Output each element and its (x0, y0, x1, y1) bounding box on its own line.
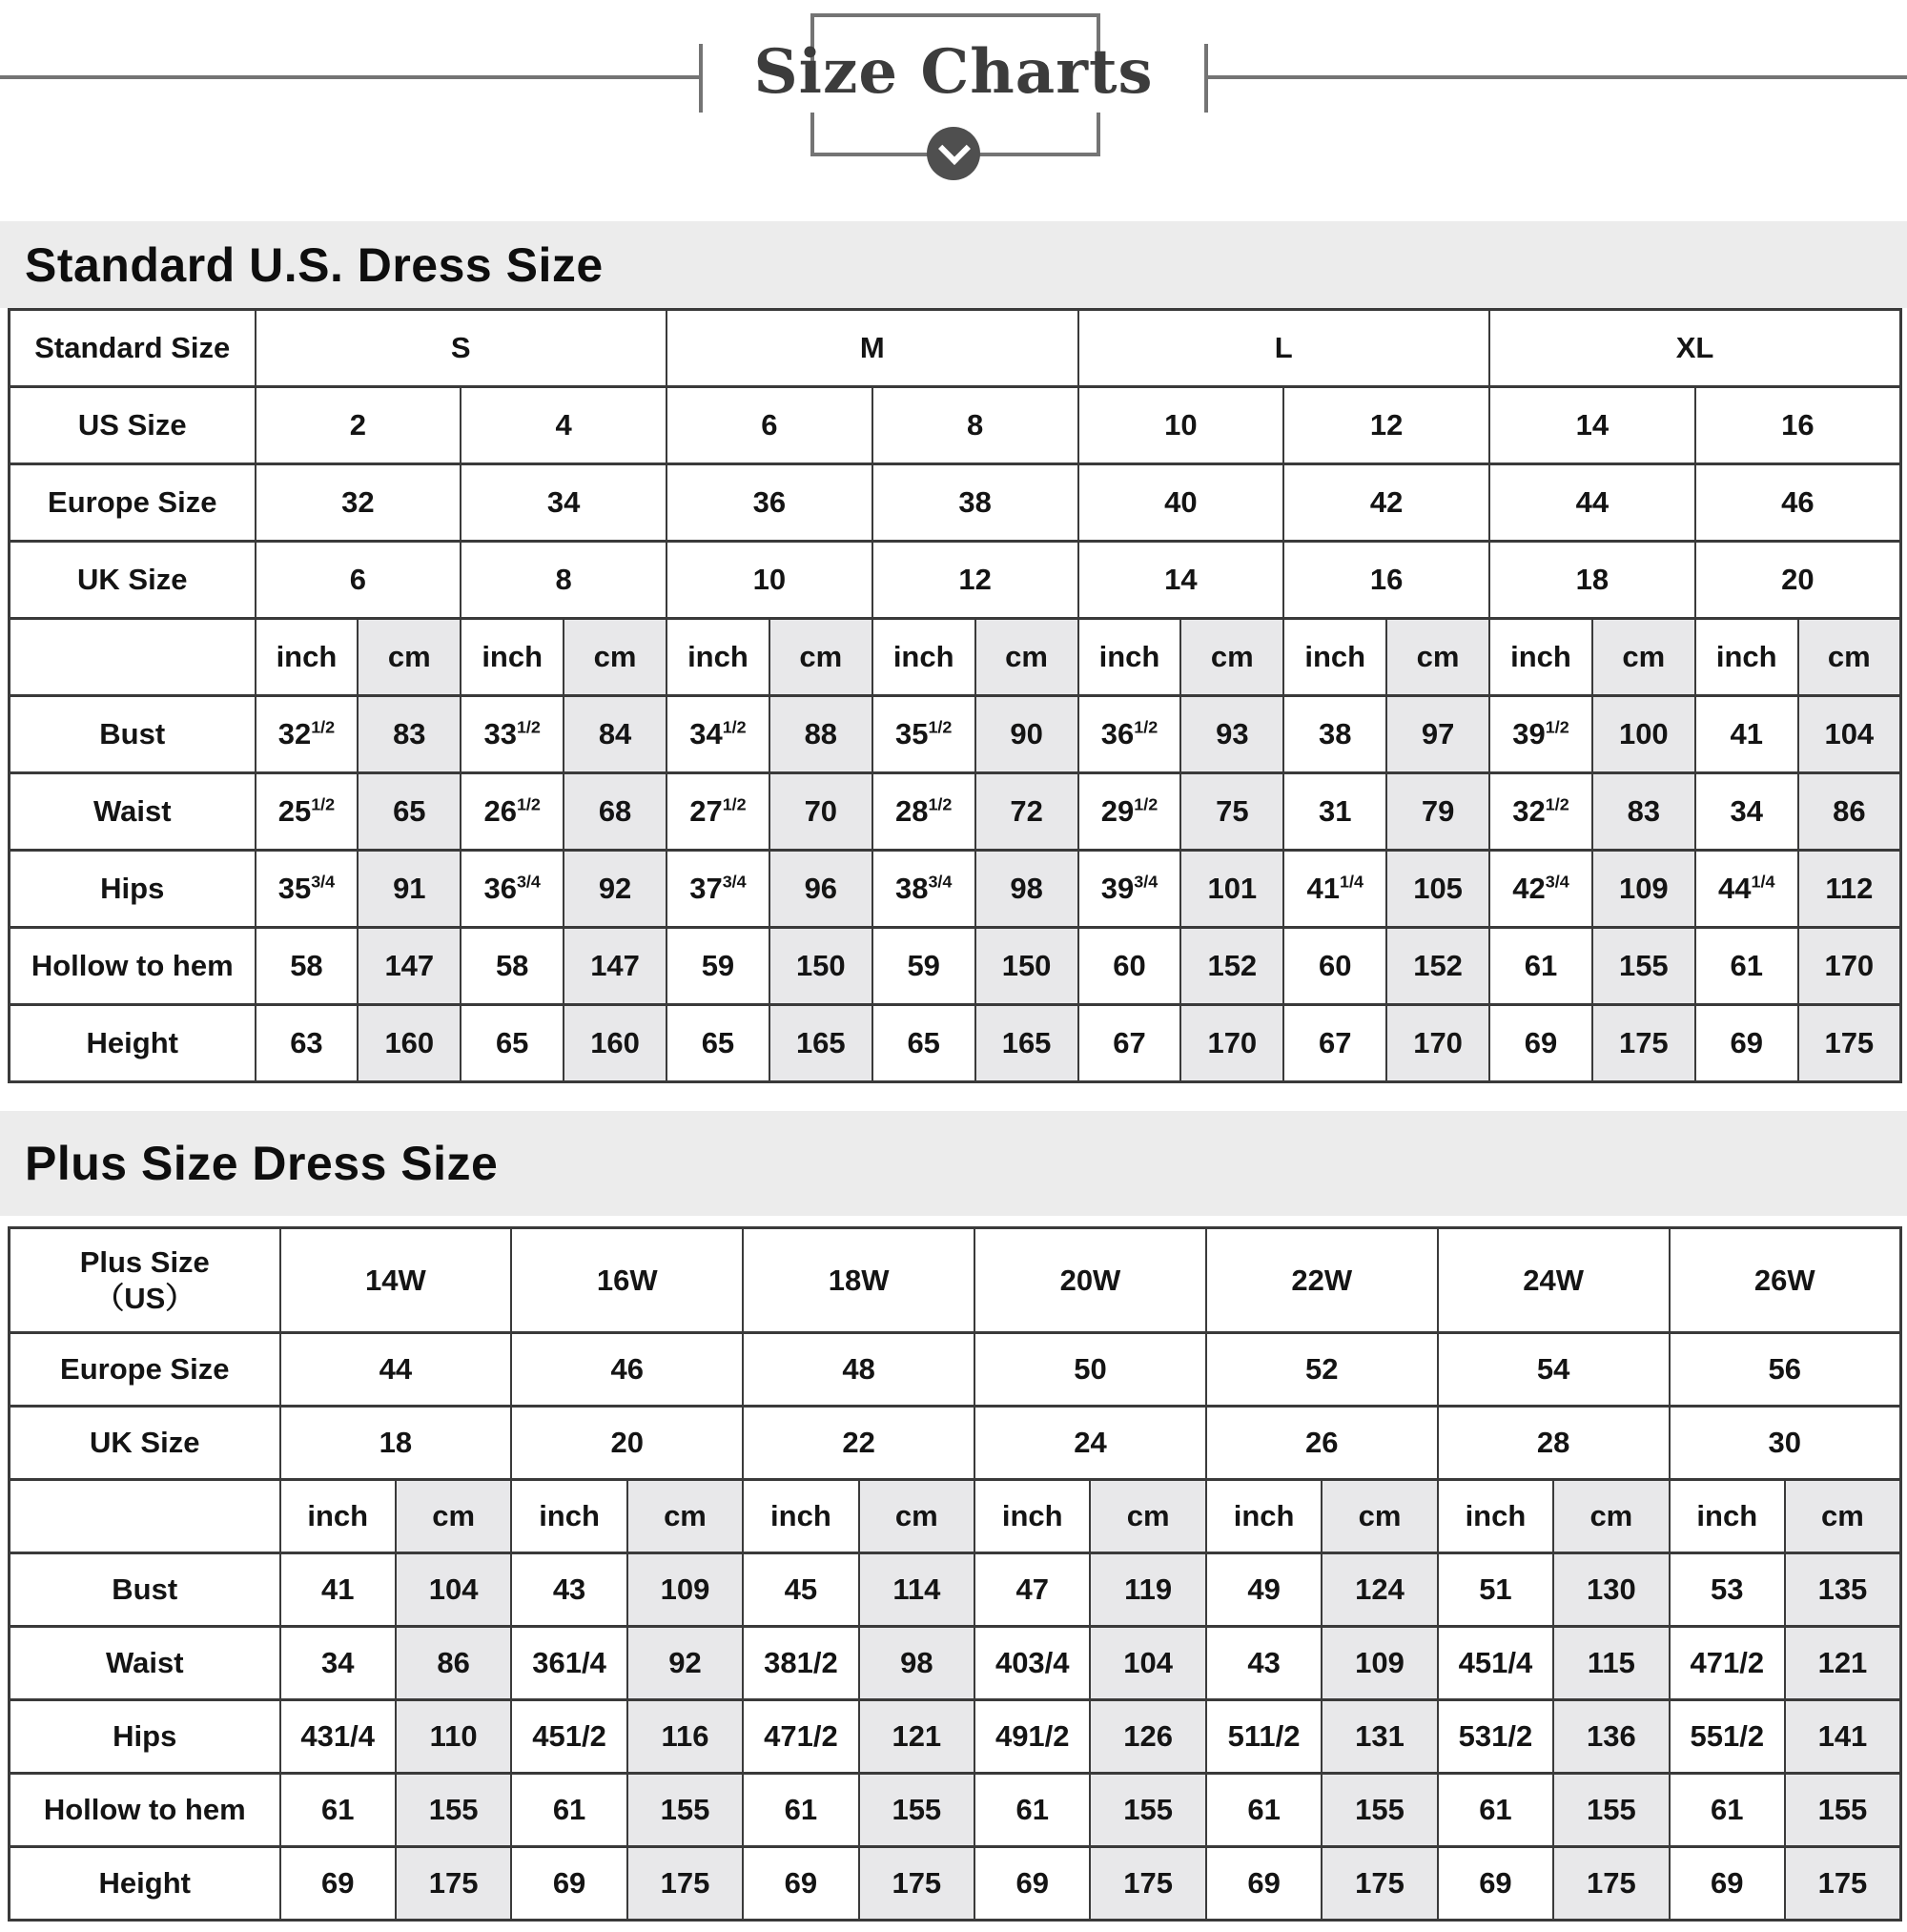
header-row (10, 310, 1901, 387)
data-cell: 60 (1078, 928, 1181, 1005)
unit-cell: cm (975, 619, 1078, 696)
data-cell: 60 (1283, 928, 1386, 1005)
size-header-cell: 22W (1206, 1228, 1438, 1333)
data-cell: 41 (280, 1553, 396, 1627)
row-label: Hollow to hem (10, 928, 256, 1005)
unit-cell: inch (1438, 1480, 1553, 1553)
data-cell: 69 (511, 1847, 626, 1921)
data-cell: 61 (1489, 928, 1592, 1005)
row-label: UK Size (10, 1407, 280, 1480)
unit-row (10, 1480, 1901, 1553)
unit-cell: cm (564, 619, 666, 696)
unit-cell: inch (280, 1480, 396, 1553)
unit-cell: cm (627, 1480, 743, 1553)
data-cell: 79 (1386, 773, 1489, 851)
data-cell: 69 (1695, 1005, 1798, 1082)
size-header-cell: 24 (974, 1407, 1206, 1480)
data-cell: 47 (974, 1553, 1090, 1627)
data-cell: 69 (743, 1847, 858, 1921)
row-label: Hips (10, 1700, 280, 1774)
unit-cell: cm (769, 619, 872, 696)
data-cell: 101 (1180, 851, 1283, 928)
data-cell: 136 (1553, 1700, 1669, 1774)
data-cell: 51 (1438, 1553, 1553, 1627)
data-cell: 92 (564, 851, 666, 928)
size-header-cell: 14 (1489, 387, 1695, 464)
data-cell: 45 (743, 1553, 858, 1627)
size-header-cell: 56 (1670, 1333, 1901, 1407)
data-cell: 471/2 (743, 1700, 858, 1774)
size-header-cell: 38 (872, 464, 1078, 542)
data-cell: 61 (1206, 1774, 1322, 1847)
data-cell: 121 (859, 1700, 974, 1774)
data-cell: 531/2 (1438, 1700, 1553, 1774)
data-cell: 511/2 (1206, 1700, 1322, 1774)
data-cell: 83 (358, 696, 461, 773)
data-cell: 175 (1798, 1005, 1901, 1082)
size-header-cell: 4 (461, 387, 666, 464)
row-label: Height (10, 1847, 280, 1921)
data-cell: 98 (859, 1627, 974, 1700)
measurement-row (10, 1847, 1901, 1921)
data-cell: 59 (666, 928, 769, 1005)
data-cell: 68 (564, 773, 666, 851)
standard-section-heading: Standard U.S. Dress Size (25, 237, 604, 292)
unit-cell: cm (1592, 619, 1695, 696)
chevron-down-icon (927, 127, 980, 180)
size-header-cell: 10 (666, 542, 872, 619)
size-header-cell: M (666, 310, 1078, 387)
data-cell: 141 (1785, 1700, 1900, 1774)
data-cell: 155 (1785, 1774, 1900, 1847)
page-title: Size Charts (753, 36, 1154, 108)
data-cell: $37^{3/4}$ (666, 851, 769, 928)
data-cell: 155 (396, 1774, 511, 1847)
size-header-cell: 50 (974, 1333, 1206, 1407)
data-cell: 109 (1592, 851, 1695, 928)
data-cell: 150 (769, 928, 872, 1005)
size-header-cell: 20W (974, 1228, 1206, 1333)
data-cell: 70 (769, 773, 872, 851)
data-cell: 84 (564, 696, 666, 773)
data-cell: $42^{3/4}$ (1489, 851, 1592, 928)
data-cell: 61 (743, 1774, 858, 1847)
data-cell: 69 (1438, 1847, 1553, 1921)
size-header-cell: 14 (1078, 542, 1284, 619)
unit-cell: inch (1206, 1480, 1322, 1553)
data-cell: 75 (1180, 773, 1283, 851)
header-row (10, 542, 1901, 619)
size-header-cell: 8 (872, 387, 1078, 464)
size-header-cell: 34 (461, 464, 666, 542)
data-cell: 61 (1670, 1774, 1785, 1847)
row-label: Hips (10, 851, 256, 928)
data-cell: 105 (1386, 851, 1489, 928)
data-cell: 175 (1785, 1847, 1900, 1921)
data-cell: 170 (1386, 1005, 1489, 1082)
data-cell: $28^{1/2}$ (872, 773, 975, 851)
header-row (10, 1228, 1901, 1333)
row-label (10, 1480, 280, 1553)
data-cell: 155 (627, 1774, 743, 1847)
size-header-cell: L (1078, 310, 1490, 387)
measurement-row (10, 1005, 1901, 1082)
unit-cell: inch (974, 1480, 1090, 1553)
unit-cell: inch (1695, 619, 1798, 696)
unit-cell: cm (1090, 1480, 1205, 1553)
size-header-cell: 18 (280, 1407, 512, 1480)
data-cell: 155 (1553, 1774, 1669, 1847)
data-cell: 126 (1090, 1700, 1205, 1774)
data-cell: $38^{3/4}$ (872, 851, 975, 928)
row-label: US Size (10, 387, 256, 464)
unit-cell: inch (256, 619, 359, 696)
data-cell: 130 (1553, 1553, 1669, 1627)
data-cell: 69 (1670, 1847, 1785, 1921)
row-label: Waist (10, 773, 256, 851)
row-label: Height (10, 1005, 256, 1082)
data-cell: 175 (396, 1847, 511, 1921)
row-label (10, 619, 256, 696)
row-label: UK Size (10, 542, 256, 619)
data-cell: 65 (461, 1005, 564, 1082)
data-cell: 131 (1322, 1700, 1437, 1774)
data-cell: 67 (1078, 1005, 1181, 1082)
unit-cell: cm (396, 1480, 511, 1553)
data-cell: 38 (1283, 696, 1386, 773)
data-cell: 90 (975, 696, 1078, 773)
data-cell: $32^{1/2}$ (256, 696, 359, 773)
size-header-cell: 42 (1283, 464, 1489, 542)
size-header-cell: 18 (1489, 542, 1695, 619)
header-row (10, 387, 1901, 464)
data-cell: 431/4 (280, 1700, 396, 1774)
data-cell: $26^{1/2}$ (461, 773, 564, 851)
unit-cell: inch (872, 619, 975, 696)
size-header-cell: 44 (280, 1333, 512, 1407)
size-header-cell: XL (1489, 310, 1901, 387)
data-cell: 92 (627, 1627, 743, 1700)
data-cell: 58 (256, 928, 359, 1005)
size-header-cell: 54 (1438, 1333, 1670, 1407)
size-header-cell: 16 (1695, 387, 1901, 464)
chevron-glyph (938, 133, 971, 165)
data-cell: 381/2 (743, 1627, 858, 1700)
data-cell: 93 (1180, 696, 1283, 773)
data-cell: 155 (1090, 1774, 1205, 1847)
data-cell: 69 (1489, 1005, 1592, 1082)
size-header-cell: 2 (256, 387, 461, 464)
measurement-row (10, 1627, 1901, 1700)
data-cell: 67 (1283, 1005, 1386, 1082)
data-cell: 86 (396, 1627, 511, 1700)
data-cell: 61 (974, 1774, 1090, 1847)
standard-size-table (8, 308, 1902, 1083)
unit-cell: cm (1180, 619, 1283, 696)
data-cell: 31 (1283, 773, 1386, 851)
data-cell: 104 (1798, 696, 1901, 773)
unit-cell: inch (1078, 619, 1181, 696)
measurement-row (10, 773, 1901, 851)
measurement-row (10, 851, 1901, 928)
data-cell: 119 (1090, 1553, 1205, 1627)
size-header-cell: 32 (256, 464, 461, 542)
data-cell: 59 (872, 928, 975, 1005)
data-cell: $44^{1/4}$ (1695, 851, 1798, 928)
size-header-cell: 48 (743, 1333, 974, 1407)
size-header-cell: 6 (666, 387, 872, 464)
data-cell: 61 (1438, 1774, 1553, 1847)
data-cell: 43 (1206, 1627, 1322, 1700)
data-cell: 114 (859, 1553, 974, 1627)
data-cell: $36^{1/2}$ (1078, 696, 1181, 773)
data-cell: 175 (859, 1847, 974, 1921)
data-cell: 152 (1386, 928, 1489, 1005)
unit-cell: cm (358, 619, 461, 696)
data-cell: 451/4 (1438, 1627, 1553, 1700)
data-cell: 109 (1322, 1627, 1437, 1700)
size-header-cell: 14W (280, 1228, 512, 1333)
size-header-cell: 16 (1283, 542, 1489, 619)
size-header-cell: 20 (511, 1407, 743, 1480)
plus-size-table (8, 1226, 1902, 1922)
data-cell: 34 (280, 1627, 396, 1700)
measurement-row (10, 1553, 1901, 1627)
row-label: Bust (10, 1553, 280, 1627)
size-header-cell: 8 (461, 542, 666, 619)
data-cell: 147 (358, 928, 461, 1005)
data-cell: 160 (564, 1005, 666, 1082)
data-cell: 100 (1592, 696, 1695, 773)
data-cell: 175 (627, 1847, 743, 1921)
size-header-cell: 24W (1438, 1228, 1670, 1333)
data-cell: 69 (280, 1847, 396, 1921)
data-cell: 61 (511, 1774, 626, 1847)
standard-section-heading-band (0, 221, 1907, 308)
data-cell: 83 (1592, 773, 1695, 851)
row-label: Waist (10, 1627, 280, 1700)
data-cell: 65 (358, 773, 461, 851)
unit-cell: cm (1322, 1480, 1437, 1553)
unit-cell: cm (1798, 619, 1901, 696)
data-cell: 86 (1798, 773, 1901, 851)
data-cell: 96 (769, 851, 872, 928)
unit-cell: inch (666, 619, 769, 696)
size-header-cell: 36 (666, 464, 872, 542)
data-cell: 104 (1090, 1627, 1205, 1700)
plus-section-heading-band (0, 1111, 1907, 1216)
data-cell: 155 (859, 1774, 974, 1847)
data-cell: 165 (975, 1005, 1078, 1082)
data-cell: 104 (396, 1553, 511, 1627)
plus-section-heading: Plus Size Dress Size (25, 1137, 499, 1190)
data-cell: 175 (1592, 1005, 1695, 1082)
data-cell: 361/4 (511, 1627, 626, 1700)
data-cell: 98 (975, 851, 1078, 928)
size-header-cell: 6 (256, 542, 461, 619)
size-header-cell: 44 (1489, 464, 1695, 542)
data-cell: 109 (627, 1553, 743, 1627)
data-cell: 170 (1798, 928, 1901, 1005)
size-header-cell: 12 (1283, 387, 1489, 464)
unit-cell: cm (1553, 1480, 1669, 1553)
row-label: Standard Size (10, 310, 256, 387)
size-header-cell: 12 (872, 542, 1078, 619)
data-cell: 91 (358, 851, 461, 928)
data-cell: 41 (1695, 696, 1798, 773)
data-cell: $39^{3/4}$ (1078, 851, 1181, 928)
size-header-cell: S (256, 310, 667, 387)
data-cell: 471/2 (1670, 1627, 1785, 1700)
unit-cell: inch (511, 1480, 626, 1553)
size-header-cell: 46 (1695, 464, 1901, 542)
data-cell: 152 (1180, 928, 1283, 1005)
data-cell: 175 (1553, 1847, 1669, 1921)
unit-row (10, 619, 1901, 696)
data-cell: 155 (1322, 1774, 1437, 1847)
data-cell: 116 (627, 1700, 743, 1774)
data-cell: 53 (1670, 1553, 1785, 1627)
data-cell: 150 (975, 928, 1078, 1005)
data-cell: 147 (564, 928, 666, 1005)
data-cell: $27^{1/2}$ (666, 773, 769, 851)
data-cell: 58 (461, 928, 564, 1005)
data-cell: $34^{1/2}$ (666, 696, 769, 773)
row-label: Bust (10, 696, 256, 773)
data-cell: $25^{1/2}$ (256, 773, 359, 851)
unit-cell: cm (1386, 619, 1489, 696)
size-header-cell: 18W (743, 1228, 974, 1333)
data-cell: 451/2 (511, 1700, 626, 1774)
data-cell: 175 (1090, 1847, 1205, 1921)
measurement-row (10, 696, 1901, 773)
data-cell: 69 (1206, 1847, 1322, 1921)
data-cell: $33^{1/2}$ (461, 696, 564, 773)
row-label: Europe Size (10, 1333, 280, 1407)
row-label: Hollow to hem (10, 1774, 280, 1847)
unit-cell: inch (461, 619, 564, 696)
data-cell: $35^{3/4}$ (256, 851, 359, 928)
data-cell: 110 (396, 1700, 511, 1774)
data-cell: 403/4 (974, 1627, 1090, 1700)
header-row (10, 464, 1901, 542)
data-cell: 49 (1206, 1553, 1322, 1627)
data-cell: 175 (1322, 1847, 1437, 1921)
data-cell: 115 (1553, 1627, 1669, 1700)
data-cell: 160 (358, 1005, 461, 1082)
data-cell: 551/2 (1670, 1700, 1785, 1774)
measurement-row (10, 1774, 1901, 1847)
data-cell: $41^{1/4}$ (1283, 851, 1386, 928)
data-cell: $36^{3/4}$ (461, 851, 564, 928)
title-section (0, 0, 1907, 221)
data-cell: $29^{1/2}$ (1078, 773, 1181, 851)
size-header-cell: 26 (1206, 1407, 1438, 1480)
data-cell: $32^{1/2}$ (1489, 773, 1592, 851)
data-cell: 63 (256, 1005, 359, 1082)
measurement-row (10, 1700, 1901, 1774)
data-cell: 65 (872, 1005, 975, 1082)
data-cell: 69 (974, 1847, 1090, 1921)
size-header-cell: 26W (1670, 1228, 1901, 1333)
size-header-cell: 16W (511, 1228, 743, 1333)
size-header-cell: 30 (1670, 1407, 1901, 1480)
unit-cell: inch (1283, 619, 1386, 696)
size-header-cell: 46 (511, 1333, 743, 1407)
data-cell: 34 (1695, 773, 1798, 851)
data-cell: 88 (769, 696, 872, 773)
header-row (10, 1407, 1901, 1480)
data-cell: 121 (1785, 1627, 1900, 1700)
unit-cell: inch (1489, 619, 1592, 696)
row-label: Europe Size (10, 464, 256, 542)
data-cell: 170 (1180, 1005, 1283, 1082)
data-cell: 155 (1592, 928, 1695, 1005)
data-cell: 61 (1695, 928, 1798, 1005)
row-label: Plus Size （US） (10, 1228, 280, 1333)
data-cell: 112 (1798, 851, 1901, 928)
unit-cell: inch (743, 1480, 858, 1553)
unit-cell: cm (859, 1480, 974, 1553)
data-cell: 43 (511, 1553, 626, 1627)
size-header-cell: 40 (1078, 464, 1284, 542)
size-header-cell: 20 (1695, 542, 1901, 619)
data-cell: 124 (1322, 1553, 1437, 1627)
measurement-row (10, 928, 1901, 1005)
size-header-cell: 52 (1206, 1333, 1438, 1407)
data-cell: 491/2 (974, 1700, 1090, 1774)
data-cell: 97 (1386, 696, 1489, 773)
size-header-cell: 10 (1078, 387, 1284, 464)
data-cell: $35^{1/2}$ (872, 696, 975, 773)
header-row (10, 1333, 1901, 1407)
data-cell: 61 (280, 1774, 396, 1847)
unit-cell: cm (1785, 1480, 1900, 1553)
data-cell: 65 (666, 1005, 769, 1082)
data-cell: $39^{1/2}$ (1489, 696, 1592, 773)
data-cell: 135 (1785, 1553, 1900, 1627)
data-cell: 165 (769, 1005, 872, 1082)
data-cell: 72 (975, 773, 1078, 851)
unit-cell: inch (1670, 1480, 1785, 1553)
size-header-cell: 28 (1438, 1407, 1670, 1480)
size-header-cell: 22 (743, 1407, 974, 1480)
